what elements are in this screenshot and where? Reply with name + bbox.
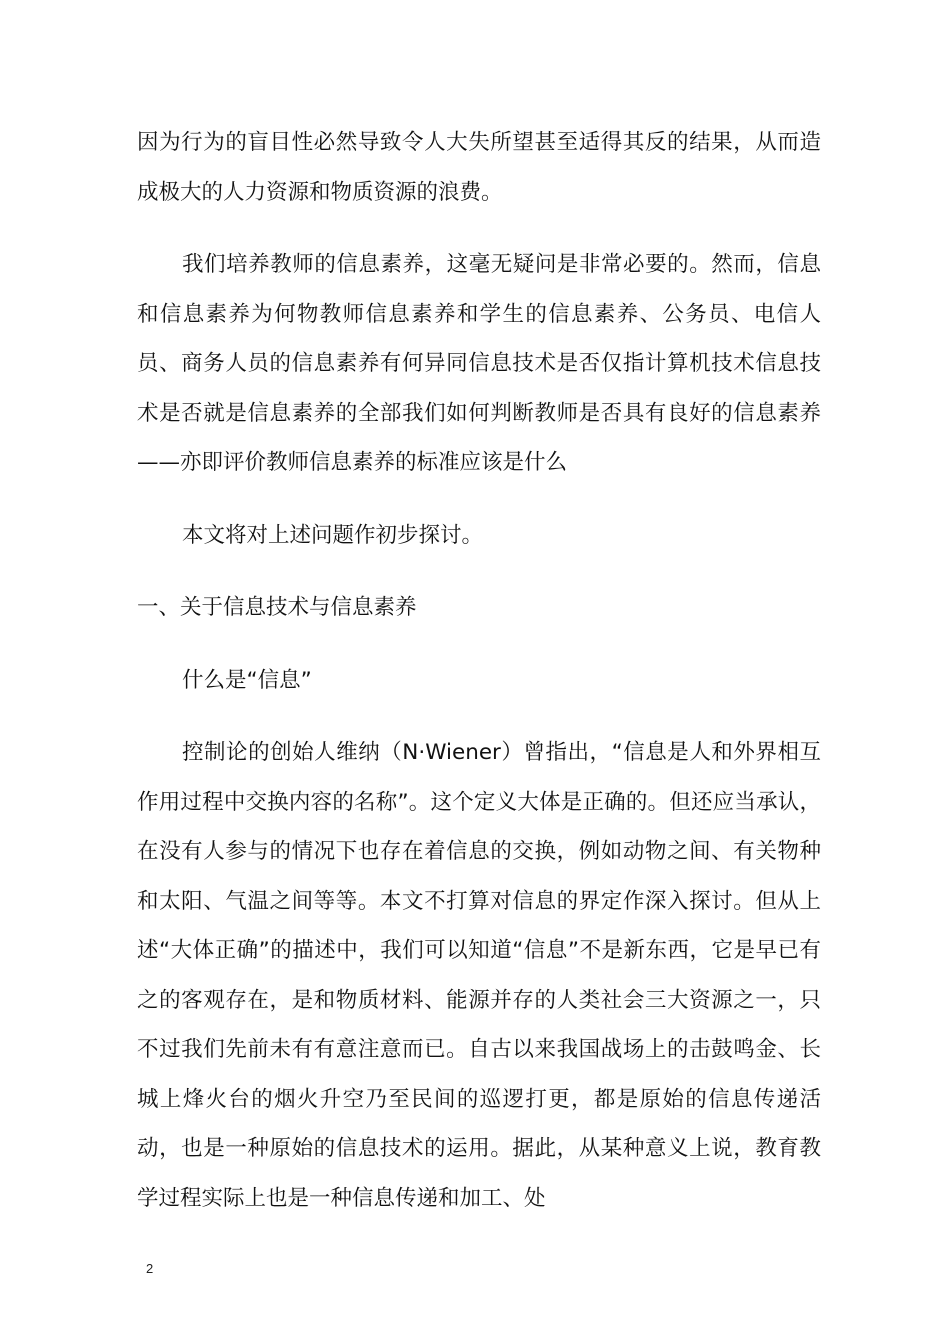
paragraph-information-definition: 控制论的创始人维纳（N·Wiener）曾指出，“信息是人和外界相互作用过程中交换内容的名称”。这个定义大体是正确的。但还应当承认，在没有人参与的情况下也存在着信息的交换，例如动物之间、有关物种和太阳、气温之间等等。本文不打算对信息的界定作深入探讨。但从上述“大体正确”的描述中，我们可以知道“信息”不是新东西，它是早已有之的客观存在，是和物质材料、能源并存的人类社会三大资源之一，只不过我们先前未有有意注意而已。自古以来我国战场上的击鼓鸣金、长城上烽火台的烟火升空乃至民间的巡逻打更，都是原始的信息传递活动，也是一种原始的信息技术的运用。据此，从某种意义上说，教育教学过程实际上也是一种信息传递和加工、处 <box>137 740 821 1211</box>
document-body <box>137 118 821 1223</box>
paragraph-discussion-intro: 本文将对上述问题作初步探讨。 <box>182 522 484 548</box>
paragraph-continuation: 因为行为的盲目性必然导致令人大失所望甚至适得其反的结果，从而造成极大的人力资源和物质资源的浪费。 <box>137 130 821 205</box>
section-heading: 一、关于信息技术与信息素养 <box>137 595 417 620</box>
subsection-heading: 什么是“信息” <box>182 667 312 693</box>
paragraph-information-literacy-questions: 我们培养教师的信息素养，这毫无疑问是非常必要的。然而，信息和信息素养为何物教师信息素养和学生的信息素养、公务员、电信人员、商务人员的信息素养有何异同信息技术是否仅指计算机技术信息技术是否就是信息素养的全部我们如何判断教师是否具有良好的信息素养——亦即评价教师信息素养的标准应该是什么 <box>137 252 821 475</box>
page-number: 2 <box>146 1261 154 1276</box>
